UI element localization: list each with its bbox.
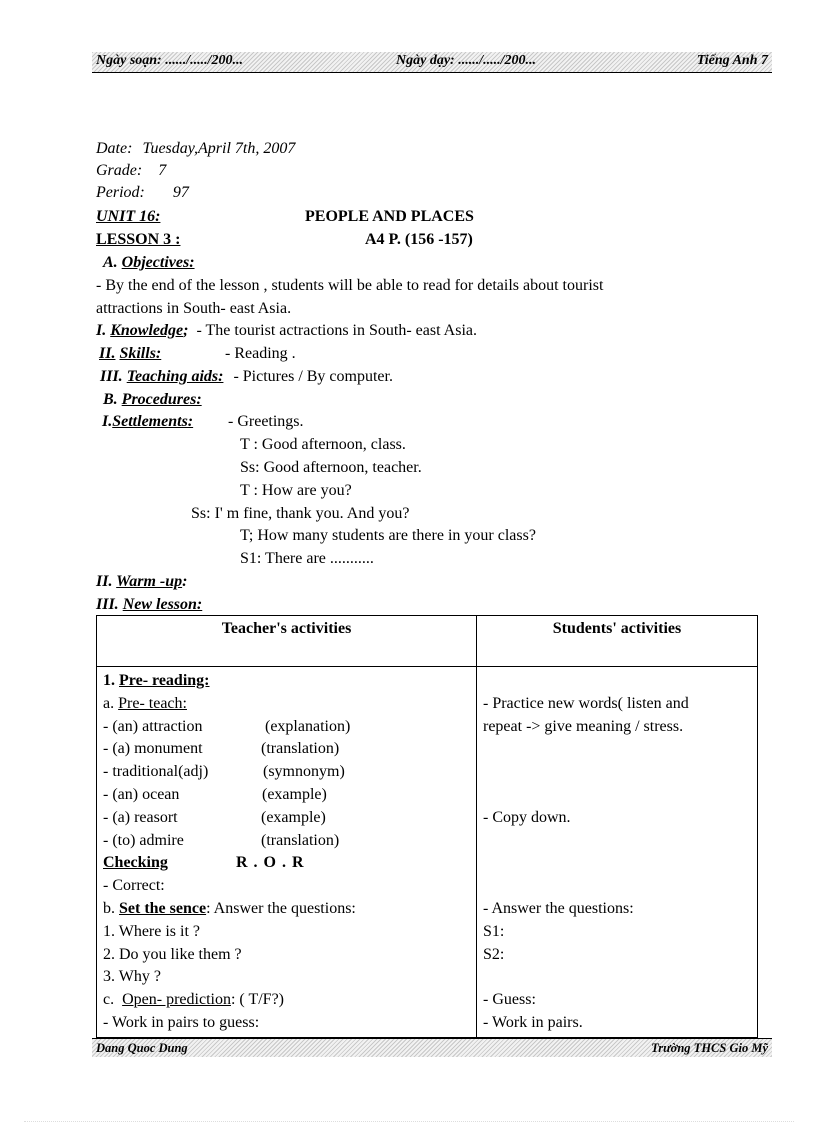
table-header-row — [97, 616, 758, 667]
vocab-method: (example) — [261, 808, 326, 826]
vocab-method: (explanation) — [265, 717, 351, 735]
page-bottom-divider — [24, 1121, 794, 1122]
practice-line-2: repeat -> give meaning / stress. — [483, 717, 684, 735]
newlesson-prefix: III. — [96, 596, 119, 613]
spacer — [477, 966, 757, 989]
pre-teach-heading — [97, 693, 476, 716]
knowledge-prefix: I. — [96, 322, 107, 339]
s1-row: S1: — [483, 922, 505, 940]
vocab-row — [97, 830, 476, 853]
vocab-method: (symnonym) — [263, 763, 345, 781]
unit-title: PEOPLE AND PLACES — [305, 208, 474, 225]
skills-prefix: II. — [99, 345, 116, 362]
lesson-title: A4 P. (156 -157) — [365, 231, 473, 248]
vocab-row — [97, 738, 476, 761]
aids-label: Teaching aids: — [126, 368, 224, 385]
grade-value: 7 — [158, 162, 167, 179]
settlements-prefix: I. — [102, 413, 113, 430]
spacer — [477, 738, 757, 761]
procedures-heading — [103, 390, 202, 410]
header-subject: Tiếng Anh 7 — [696, 53, 768, 68]
vocab-word: - (an) ocean — [103, 785, 180, 803]
s2-row: S2: — [483, 945, 505, 963]
open-prediction-prefix: c. — [103, 991, 115, 1009]
work-pairs-row: - Work in pairs. — [483, 1013, 583, 1031]
page-footer — [92, 1038, 772, 1057]
teacher-column — [97, 667, 477, 1038]
students-activities-header: Students' activities — [477, 616, 758, 667]
knowledge-label: Knowledge — [110, 322, 184, 339]
knowledge-line — [96, 321, 477, 341]
period-label: Period: — [96, 184, 145, 201]
skills-label: Skills: — [119, 345, 162, 362]
unit-label: UNIT 16: — [96, 208, 161, 225]
question-row: 3. Why ? — [103, 968, 161, 986]
spacer — [477, 761, 757, 784]
settlements-line-5: T; How many students are there in your class? — [240, 527, 536, 544]
vocab-method: (example) — [262, 785, 327, 803]
vocab-word: - (an) attraction — [103, 717, 203, 735]
aids-text: - Pictures / By computer. — [233, 368, 393, 385]
teacher-activities-header: Teacher's activities — [97, 616, 477, 667]
warmup-heading — [96, 572, 187, 592]
settlements-line-2: Ss: Good afternoon, teacher. — [240, 459, 422, 476]
set-sence-text: : Answer the questions: — [206, 899, 356, 917]
open-prediction-label: Open- prediction — [122, 991, 231, 1009]
practice-line-1: - Practice new words( listen and — [483, 694, 689, 712]
settlements-line-1: T : Good afternoon, class. — [240, 436, 406, 453]
checking-value: R . O . R — [236, 854, 305, 872]
settlements-heading — [102, 412, 193, 432]
skills-line — [99, 344, 161, 364]
aids-line — [100, 367, 393, 387]
spacer — [477, 784, 757, 807]
grade-line — [96, 161, 166, 181]
period-value: 97 — [172, 184, 189, 201]
checking-label: Checking — [103, 854, 168, 872]
grade-label: Grade: — [96, 162, 143, 179]
open-prediction-row — [97, 989, 476, 1012]
objectives-heading — [103, 253, 195, 273]
lesson-label: LESSON 3 : — [96, 231, 181, 248]
settlements-line-6: S1: There are ........... — [240, 550, 374, 567]
vocab-method: (translation) — [261, 740, 340, 758]
copy-down-row: - Copy down. — [483, 808, 571, 826]
spacer — [477, 830, 757, 853]
set-sence-label: Set the sence — [119, 899, 207, 917]
date-value: Tuesday,April 7th, 2007 — [142, 140, 296, 157]
pairs-row: - Work in pairs to guess: — [103, 1013, 260, 1031]
settlements-line-4: Ss: I' m fine, thank you. And you? — [191, 505, 410, 522]
vocab-word: - (a) monument — [103, 740, 203, 758]
settlements-line-0: - Greetings. — [228, 413, 304, 430]
warmup-label: Warm -up — [116, 573, 183, 590]
answer-row: - Answer the questions: — [483, 899, 634, 917]
objectives-prefix: A. — [103, 254, 118, 271]
footer-school: Trường THCS Gio Mỹ — [651, 1041, 768, 1055]
procedures-prefix: B. — [103, 391, 118, 408]
vocab-word: - traditional(adj) — [103, 763, 209, 781]
warmup-prefix: II. — [96, 573, 113, 590]
question-row: 2. Do you like them ? — [103, 945, 242, 963]
knowledge-sep: ; — [183, 322, 189, 339]
pre-teach-label: Pre- teach: — [118, 694, 187, 712]
spacer — [477, 670, 757, 693]
objectives-line-1: - By the end of the lesson , students will be able to read for details about tourist — [96, 277, 604, 294]
objectives-label: Objectives: — [121, 254, 195, 271]
activities-table — [96, 615, 758, 1038]
open-prediction-text: : ( T/F?) — [230, 991, 284, 1009]
spacer — [477, 852, 757, 875]
period-line — [96, 183, 189, 203]
pre-reading-num: 1. — [103, 672, 115, 689]
correct-row: - Correct: — [103, 877, 165, 895]
footer-author: Dang Quoc Dung — [96, 1041, 188, 1055]
vocab-row — [97, 784, 476, 807]
settlements-line-3: T : How are you? — [240, 482, 352, 499]
question-row: 1. Where is it ? — [103, 922, 201, 940]
vocab-row — [97, 807, 476, 830]
vocab-word: - (to) admire — [103, 831, 184, 849]
objectives-line-2: attractions in South- east Asia. — [96, 300, 292, 317]
pre-teach-prefix: a. — [103, 694, 115, 712]
settlements-label: Settlements: — [112, 413, 194, 430]
pre-reading-heading — [97, 670, 476, 693]
aids-prefix: III. — [100, 368, 123, 385]
skills-text: - Reading . — [225, 345, 296, 362]
students-column — [477, 667, 758, 1038]
header-teach-date: Ngày dạy: ....../...../200... — [396, 53, 536, 68]
procedures-label: Procedures: — [121, 391, 202, 408]
date-label: Date: — [96, 140, 133, 157]
date-line — [96, 139, 295, 159]
checking-row — [97, 852, 476, 875]
page-header — [92, 52, 772, 73]
vocab-method: (translation) — [261, 831, 340, 849]
guess-row: - Guess: — [483, 991, 536, 1009]
vocab-word: - (a) reasort — [103, 808, 178, 826]
pre-reading-label: Pre- reading: — [119, 672, 210, 689]
vocab-row — [97, 761, 476, 784]
table-body-row — [97, 667, 758, 1038]
newlesson-label: New lesson: — [122, 596, 203, 613]
newlesson-heading — [96, 595, 202, 615]
vocab-row — [97, 716, 476, 739]
knowledge-text: - The tourist actractions in South- east Asia. — [196, 322, 477, 339]
set-sence-row — [97, 898, 476, 921]
warmup-sep: : — [182, 573, 188, 590]
spacer — [477, 875, 757, 898]
set-sence-prefix: b. — [103, 899, 115, 917]
header-prep-date: Ngày soạn: ....../...../200... — [96, 53, 243, 68]
